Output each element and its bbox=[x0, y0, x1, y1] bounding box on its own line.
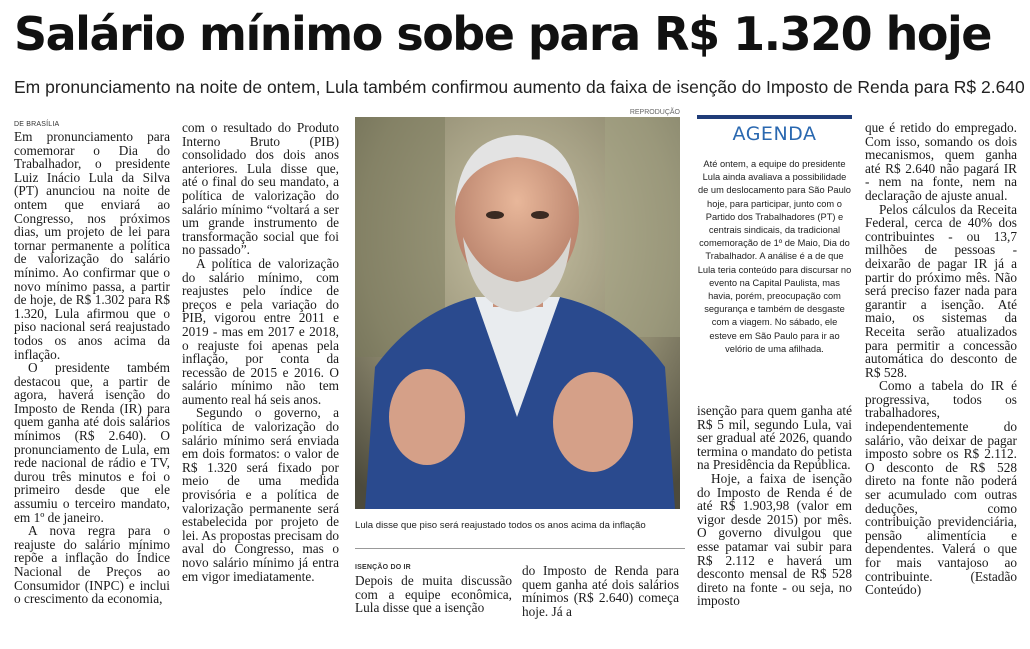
paragraph: Como a tabela do IR é progressiva, todos os trabalhadores, independentemente do salário, vão deixar de pagar imposto sobre os R$ 2.112. O desconto de R$ 528 direto na fonte não poderá ser acumulado com outras deduções, como contribuição previdenciária, pensão alimentícia e dependentes. Valerá o que for mais vantajoso ao contribuinte. (Estadão Conteúdo) bbox=[865, 378, 1017, 598]
article-column-4 bbox=[697, 404, 852, 608]
headline: Salário mínimo sobe para R$ 1.320 hoje bbox=[14, 7, 991, 61]
divider bbox=[355, 548, 685, 549]
agenda-title: AGENDA bbox=[732, 123, 817, 145]
paragraph: O presidente também destacou que, a partir de agora, haverá isenção do Imposto de Renda (IR) para quem ganha até dois salários mínimos (R$ 2.640). O pronunciamento de Lula, em rede nacional de rádio e TV, durou três minutos e foi o primeiro desde que ele assumiu o terceiro mandato, em 1º de janeiro. bbox=[14, 360, 170, 525]
paragraph: isenção para quem ganha até R$ 5 mil, segundo Lula, vai ser gradual até 2026, quando termina o mandato do petista na Presidência da República. bbox=[697, 403, 852, 473]
paragraph: A nova regra para o reajuste do salário mínimo repõe a inflação do Índice Nacional de Preços ao Consumidor (INPC) e inclui o crescimento da economia, bbox=[14, 523, 170, 607]
subsection-title: ISENÇÃO DO IR bbox=[355, 564, 411, 571]
article-column-3b bbox=[522, 564, 679, 618]
dateline-kicker: DE BRASÍLIA bbox=[14, 121, 60, 128]
article-column-2 bbox=[182, 121, 339, 583]
agenda-top-bar bbox=[697, 115, 852, 119]
agenda-text: Até ontem, a equipe do presidente Lula ainda avaliava a possibilidade de um deslocamento para São Paulo hoje, para participar, junto com o Partido dos Trabalhadores (PT) e centrais sindicais, da tradicional comemoração de 1º de Maio, Dia do Trabalhador. A análise é a de que Lula teria conteúdo para discursar no evento na Capital Paulista, mas havia, porém, preocupação com segurança e também de desgaste com a viagem. No sábado, ele esteve em São Paulo para ir ao velório de uma afilhada. bbox=[697, 159, 852, 354]
paragraph: com o resultado do Produto Interno Bruto (PIB) consolidado dos dois anos anteriores. Lula disse que, até o final do seu mandato, a política de valorização do salário mínimo “voltará a ser um grande instrumento de transformação social que foi no passado”. bbox=[182, 120, 339, 258]
president-photo bbox=[355, 117, 680, 509]
paragraph: Em pronunciamento para comemorar o Dia do Trabalhador, o presidente Luiz Inácio Lula da Silva (PT) anunciou na noite de ontem que enviará ao Congresso, nos próximos dias, um projeto de lei para tornar permanente a política de valorização do salário mínimo. Ao confirmar que o novo mínimo passa, a partir de hoje, de R$ 1.302 para R$ 1.320, Lula afirmou que o piso nacional será reajustado todos os anos acima da inflação. bbox=[14, 129, 170, 362]
paragraph: A política de valorização do salário mínimo, com reajustes pelo índice de preços e pela variação do PIB, vigorou entre 2011 e 2019 - mas em 2017 e 2018, o reajuste foi apenas pela inflação, por conta da recessão de 2015 e 2016. O salário mínimo não tem aumento real há seis anos. bbox=[182, 255, 339, 407]
paragraph: que é retido do empregado. Com isso, somando os dois mecanismos, quem ganha até R$ 2.640 não pagará IR - nem na fonte, nem na declaração de ajuste anual. bbox=[865, 120, 1017, 203]
article-column-5 bbox=[865, 121, 1017, 597]
paragraph: Pelos cálculos da Receita Federal, cerca de 40% dos contribuintes - ou 13,7 milhões de pessoas - deixarão de pagar IR já a partir do próximo mês. Não será preciso fazer nada para garantir a isenção. Até maio, os sistemas da Receita serão atualizados para permitir a concessão automática do desconto de R$ 528. bbox=[865, 201, 1017, 380]
paragraph: do Imposto de Renda para quem ganha até dois salários mínimos (R$ 2.640) começa hoje. Já a bbox=[522, 563, 679, 619]
paragraph: Hoje, a faixa de isenção do Imposto de Renda é de até R$ 1.903,98 (valor em vigor desde 2015) por mês. O governo divulgou que esse patamar vai subir para R$ 2.112 e haverá um desconto mensal de R$ 528 direto na fonte - ou seja, no imposto bbox=[697, 470, 852, 609]
article-column-3 bbox=[355, 574, 512, 615]
paragraph: Depois de muita discussão com a equipe econômica, Lula disse que a isenção bbox=[355, 573, 512, 616]
deck-subtitle: Em pronunciamento na noite de ontem, Lula também confirmou aumento da faixa de isenção do Imposto de Renda para R$ 2.640 bbox=[14, 77, 1025, 97]
photo-credit: REPRODUÇÃO bbox=[629, 109, 680, 116]
article-column-1 bbox=[14, 130, 170, 606]
photo-caption: Lula disse que piso será reajustado todos os anos acima da inflação bbox=[355, 520, 646, 531]
paragraph: Segundo o governo, a política de valorização do salário mínimo será enviada em dois formatos: o valor de R$ 1.320 será fixado por meio de uma medida provisória e a política de valorização permanente será estabelecida por projeto de lei. As propostas precisam do aval do Congresso, mas o novo salário mínimo já entra em vigor imediatamente. bbox=[182, 405, 339, 584]
photo-illustration bbox=[355, 117, 680, 509]
